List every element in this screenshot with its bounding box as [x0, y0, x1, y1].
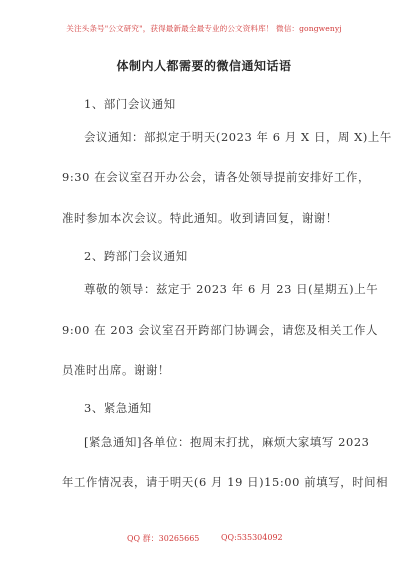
section-1-line-1: 会议通知：部拟定于明天(2023 年 6 月 X 日，周 X)上午 — [84, 130, 392, 144]
section-1-line-3: 准时参加本次会议。特此通知。收到请回复，谢谢！ — [62, 211, 338, 225]
section-1-line-2: 9:30 在会议室召开办公会，请各处领导提前安排好工作， — [62, 170, 370, 184]
header-banner: 关注头条号"公文研究"，获得最新最全最专业的公文资料库！ 微信：gongwenyj — [66, 24, 342, 33]
section-2-line-1: 尊敬的领导：兹定于 2023 年 6 月 23 日(星期五)上午 — [84, 282, 379, 296]
section-3-line-1: [紧急通知]各单位：抱周末打扰，麻烦大家填写 2023 — [84, 435, 370, 449]
footer-qq-group: QQ 群：30265665 — [127, 534, 200, 543]
document-title: 体制内人都需要的微信通知话语 — [116, 59, 292, 73]
section-3-heading: 3、紧急通知 — [84, 401, 152, 415]
section-1-heading: 1、部门会议通知 — [84, 97, 176, 111]
section-2-line-2: 9:00 在 203 会议室召开跨部门协调会，请您及相关工作人 — [62, 323, 378, 337]
section-2-heading: 2、跨部门会议通知 — [84, 249, 188, 263]
footer-qq: QQ:535304092 — [221, 533, 283, 542]
section-3-line-2: 年工作情况表，请于明天(6 月 19 日)15:00 前填写，时间相 — [62, 475, 389, 489]
section-2-line-3: 员准时出席。谢谢！ — [62, 363, 170, 377]
